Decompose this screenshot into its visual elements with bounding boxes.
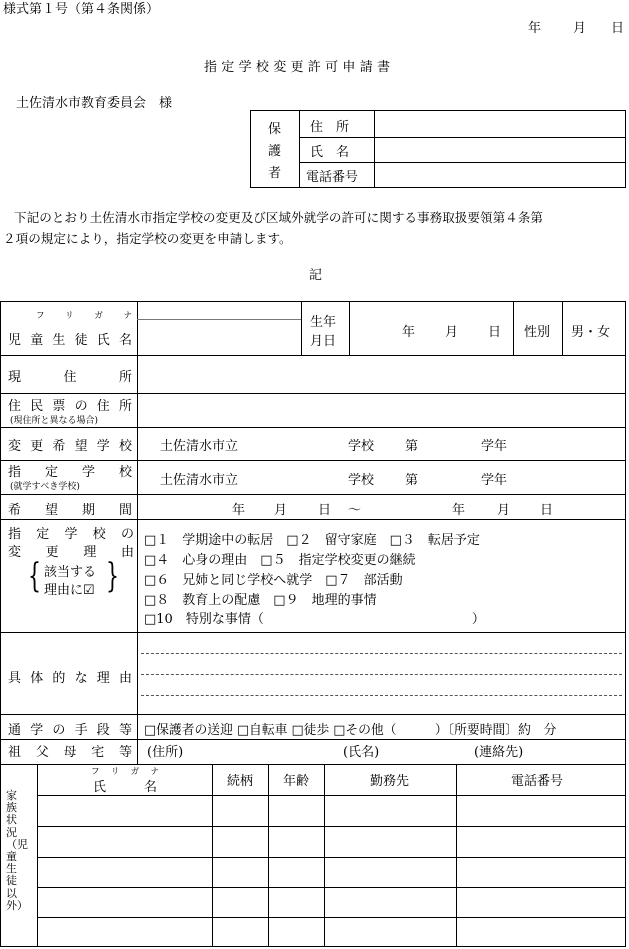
reason-label-1-char: 指: [8, 527, 22, 542]
commute-label-char: 学: [30, 723, 44, 738]
designated-school-label-char: 学: [81, 465, 95, 480]
birth-label-1: 生年: [310, 315, 337, 330]
guardian-name-label: 氏 名: [310, 145, 350, 160]
guardian-address-label: 住 所: [310, 120, 350, 135]
sex-label: 性別: [524, 325, 551, 340]
brace-right-icon: }: [106, 556, 119, 596]
student-name-label-char: 名: [118, 333, 132, 348]
period-start-day: 日: [318, 503, 332, 518]
reason-hint-1: 該当する: [44, 565, 97, 580]
period-label-char: 期: [81, 503, 95, 518]
birth-month: 月: [445, 325, 459, 340]
student-name-label: [8, 329, 132, 348]
student-name-label-char: 児: [8, 333, 22, 348]
resident-address-label-char: 民: [30, 399, 44, 414]
form-number: 様式第１号（第４条関係）: [3, 2, 160, 17]
guardian-phone-field[interactable]: [376, 163, 624, 187]
date-day: 日: [611, 21, 625, 36]
desired-school-city: 土佐清水市立: [160, 439, 239, 454]
family-name-header-char: 氏: [93, 780, 107, 795]
grandparents-label-char: 宅: [91, 745, 105, 760]
current-address-label-char: 現: [8, 370, 22, 385]
period-end-month: 月: [497, 503, 511, 518]
reason-label-2-char: 更: [45, 545, 59, 560]
reason-label-1: [8, 523, 134, 542]
commute-label-char: 手: [74, 723, 88, 738]
reason-label-1-char: 学: [64, 527, 78, 542]
concrete-reason-label-char: な: [74, 671, 88, 686]
date-year: 年: [528, 21, 542, 36]
family-furigana-char: フ: [91, 767, 100, 777]
period-label-char: 間: [118, 503, 132, 518]
current-address-label: [8, 366, 132, 385]
reason-hint-2: 理由に☑: [44, 583, 95, 598]
resident-address-label-char: 住: [8, 399, 22, 414]
guardian-label-2: 護: [268, 144, 282, 159]
desired-school-suffix: 学校: [348, 439, 375, 454]
period-label: [8, 499, 132, 518]
guardian-name-field[interactable]: [376, 138, 624, 161]
student-name-label-char: 生: [52, 333, 66, 348]
resident-address-label-char: 票: [52, 399, 66, 414]
reason-label-1-char: の: [120, 527, 134, 542]
current-address-label-char: 所: [118, 370, 132, 385]
desired-school-label-char: 校: [118, 439, 132, 454]
desired-school-label-char: 望: [74, 439, 88, 454]
concrete-reason-field[interactable]: [139, 634, 625, 713]
concrete-reason-label-char: 理: [96, 671, 110, 686]
grandparents-name: (氏名): [343, 745, 380, 760]
reason-label-2-char: 由: [120, 545, 134, 560]
student-furigana-char: フ: [36, 311, 45, 321]
resident-address-label-char: 住: [96, 399, 110, 414]
concrete-reason-label-char: 由: [118, 671, 132, 686]
commute-options[interactable]: □保護者の送迎 □自転車 □徒歩 □その他（ ）〔所要時間〕約 分: [144, 723, 557, 738]
grandparents-label: [8, 741, 132, 760]
family-name-header-char: 名: [143, 780, 157, 795]
designated-grade-suffix: 学年: [481, 473, 508, 488]
designated-school-label-char: 校: [118, 465, 132, 480]
student-name-label-char: 氏: [96, 333, 110, 348]
date-month: 月: [573, 21, 587, 36]
concrete-reason-label-char: 具: [8, 671, 22, 686]
sex-value[interactable]: 男・女: [571, 325, 611, 340]
desired-school-label-char: 更: [30, 439, 44, 454]
concrete-reason-label-char: 的: [52, 671, 66, 686]
commute-label-char: の: [52, 723, 66, 738]
ki-label: 記: [309, 268, 323, 283]
grandparents-label-char: 等: [118, 745, 132, 760]
commute-label-char: 等: [118, 723, 132, 738]
commute-label: [8, 719, 132, 738]
designated-school-label-char: 指: [8, 465, 22, 480]
family-phone-header: 電話番号: [511, 774, 564, 789]
family-name-header: [93, 776, 157, 795]
reason-label-1-char: 校: [92, 527, 106, 542]
designated-school-label-char: 定: [44, 465, 58, 480]
resident-address-label-char: 所: [118, 399, 132, 414]
guardian-address-field[interactable]: [376, 111, 624, 136]
reason-label-2-char: 変: [8, 545, 22, 560]
desired-school-label-char: 変: [8, 439, 22, 454]
commute-label-char: 段: [96, 723, 110, 738]
body-text-2: ２項の規定により，指定学校の変更を申請します。: [3, 231, 292, 246]
resident-address-note: (現住所と異なる場合): [10, 416, 99, 426]
grandparents-label-char: 母: [63, 745, 77, 760]
family-furigana-char: ナ: [150, 767, 159, 777]
family-relation-header: 続柄: [227, 774, 254, 789]
reason-option-row-1[interactable]: □１ 学期途中の転居 □２ 留守家庭 □３ 転居予定: [144, 533, 480, 548]
student-name-label-char: 徒: [74, 333, 88, 348]
grandparents-label-char: 父: [35, 745, 49, 760]
student-furigana: [36, 309, 132, 321]
designated-school-city: 土佐清水市立: [160, 473, 239, 488]
desired-school-label-char: 学: [96, 439, 110, 454]
concrete-reason-label-char: 体: [30, 671, 44, 686]
designated-school-suffix: 学校: [348, 473, 375, 488]
student-name-field[interactable]: [139, 321, 299, 353]
desired-grade-suffix: 学年: [481, 439, 508, 454]
student-name-label-char: 童: [30, 333, 44, 348]
designated-school-note: (就学すべき学校): [10, 482, 80, 492]
brace-left-icon: {: [28, 556, 41, 596]
period-end-year: 年: [452, 503, 466, 518]
current-address-field[interactable]: [139, 357, 625, 392]
designated-school-label: [8, 461, 132, 480]
student-furigana-char: リ: [65, 311, 74, 321]
student-furigana-char: ナ: [123, 311, 132, 321]
period-start-month: 月: [274, 503, 288, 518]
period-tilde: ～: [348, 503, 362, 518]
page-title: 指定学校変更許可申請書: [204, 60, 395, 75]
period-label-char: 望: [44, 503, 58, 518]
desired-school-label: [8, 435, 132, 454]
family-furigana-char: リ: [110, 767, 120, 777]
desired-grade-prefix: 第: [405, 439, 419, 454]
birth-label-2: 月日: [310, 334, 337, 349]
resident-address-field[interactable]: [139, 395, 625, 426]
resident-address-label-char: の: [74, 399, 88, 414]
desired-school-label-char: 希: [52, 439, 66, 454]
commute-label-char: 通: [8, 723, 22, 738]
reason-option-row-4[interactable]: □８ 教育上の配慮 □９ 地理的事情: [144, 593, 377, 608]
birth-year: 年: [402, 325, 416, 340]
designated-grade-prefix: 第: [405, 473, 419, 488]
student-furigana-char: ガ: [94, 311, 103, 321]
current-address-label-char: 住: [63, 370, 77, 385]
period-end-day: 日: [540, 503, 554, 518]
body-text-1: 下記のとおり土佐清水市指定学校の変更及び区域外就学の許可に関する事務取扱要領第４条第: [14, 210, 543, 225]
resident-address-label: [8, 395, 132, 414]
guardian-label-3: 者: [268, 166, 282, 181]
reason-option-row-3[interactable]: □６ 兄姉と同じ学校へ就学 □７ 部活動: [144, 573, 403, 588]
family-age-header: 年齢: [283, 774, 310, 789]
grandparents-address: (住所): [147, 745, 184, 760]
period-label-char: 希: [8, 503, 22, 518]
concrete-reason-label: [8, 667, 132, 686]
reason-label-1-char: 定: [36, 527, 50, 542]
family-work-header: 勤務先: [370, 774, 410, 789]
family-furigana-char: ガ: [130, 767, 140, 777]
reason-option-row-5[interactable]: □10 特別な事情（ ）: [144, 612, 485, 627]
guardian-phone-label: 電話番号: [306, 170, 359, 185]
birth-day: 日: [488, 325, 502, 340]
reason-option-row-2[interactable]: □４ 心身の理由 □５ 指定学校変更の継続: [144, 553, 416, 568]
family-side-label: 家族状況（児童生徒以外）: [6, 789, 28, 912]
grandparents-contact: (連絡先): [474, 745, 524, 760]
period-start-year: 年: [232, 503, 246, 518]
grandparents-label-char: 祖: [8, 745, 22, 760]
addressee: 土佐清水市教育委員会 様: [16, 96, 173, 111]
guardian-label-1: 保: [268, 122, 282, 137]
reason-label-2-char: 理: [83, 545, 97, 560]
